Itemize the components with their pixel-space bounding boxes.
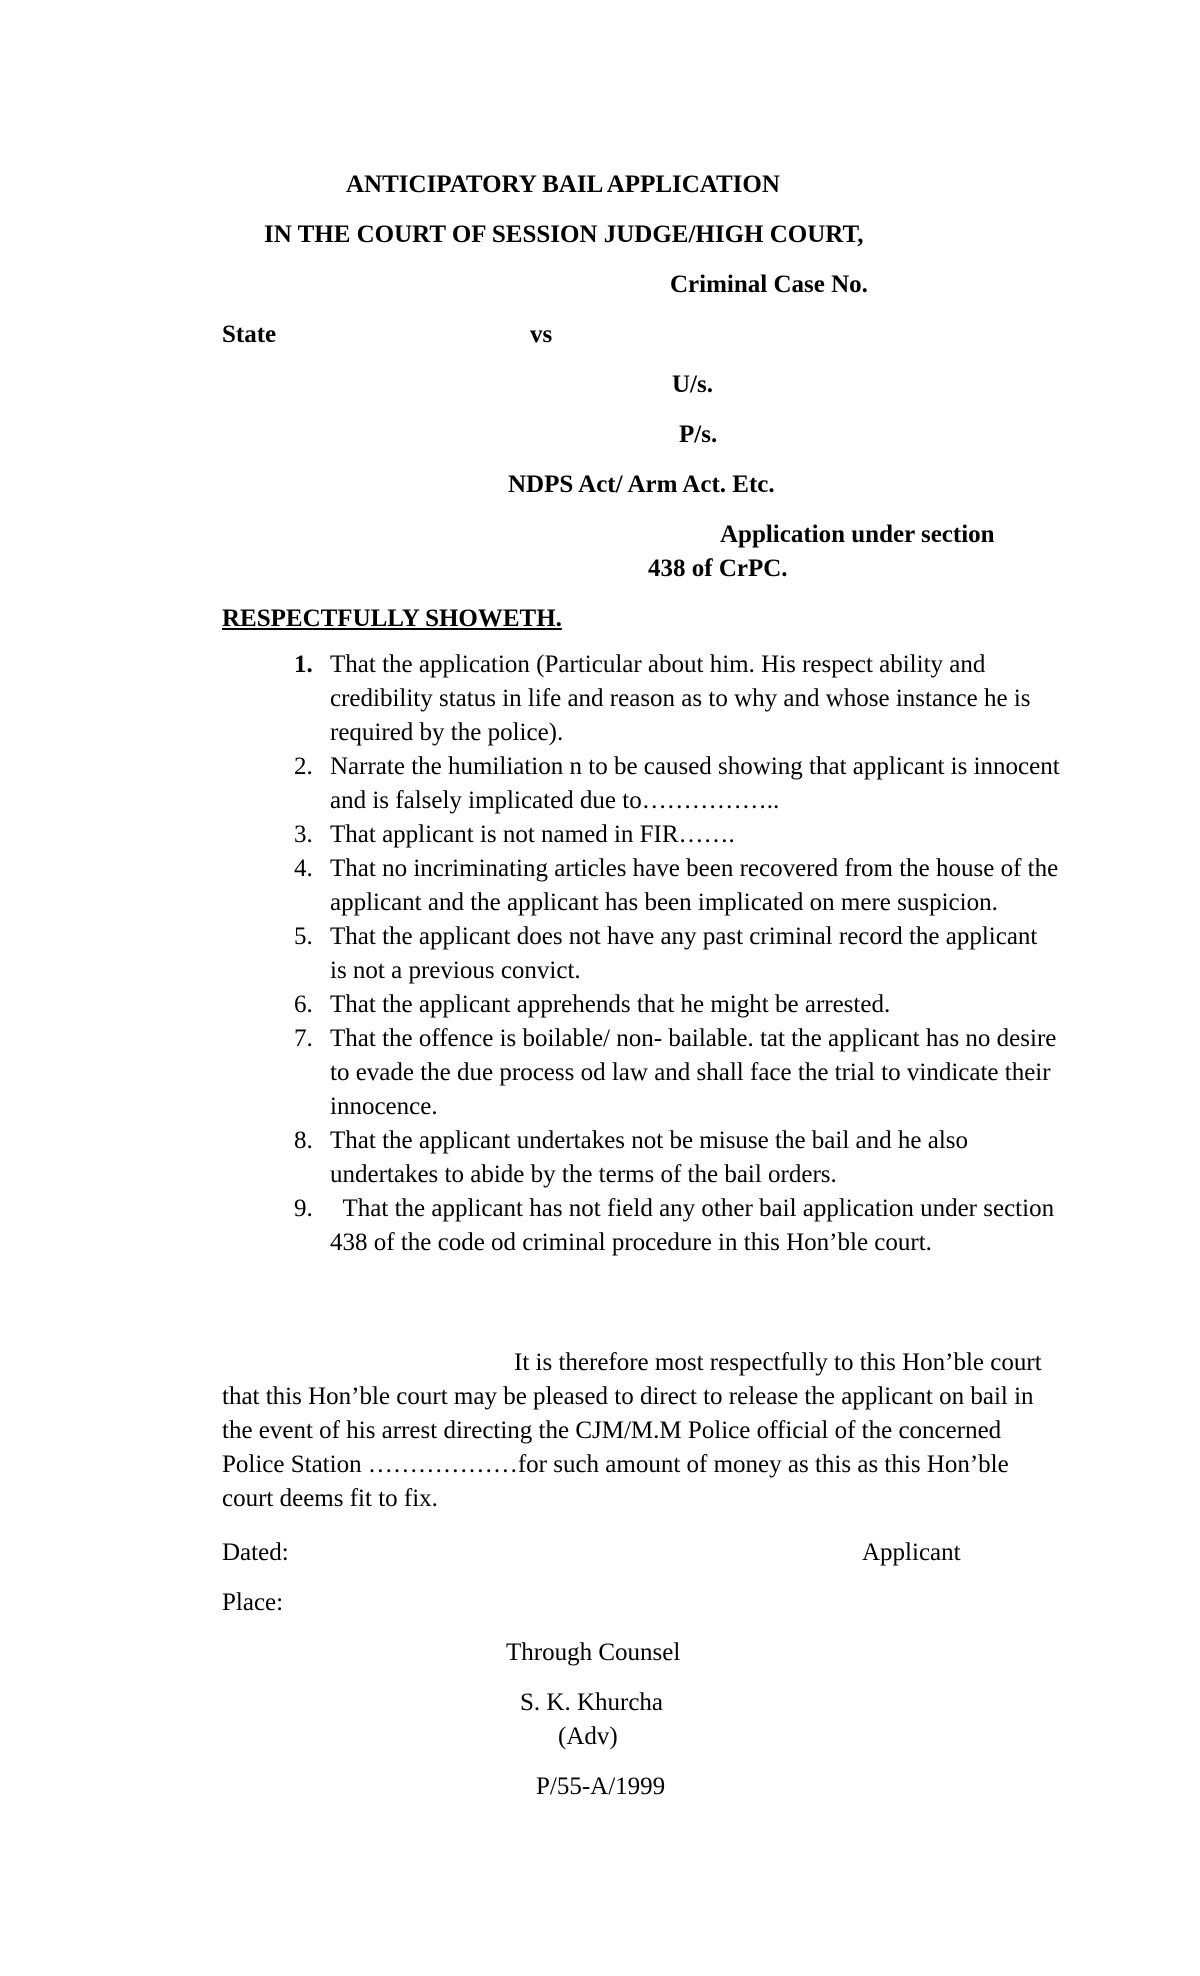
list-item bbox=[280, 818, 1060, 852]
list-item-number: 1. bbox=[294, 651, 313, 678]
police-station-label: P/s. bbox=[679, 421, 718, 448]
list-item bbox=[280, 988, 1060, 1022]
list-item-number: 7. bbox=[294, 1025, 313, 1052]
list-item-text: That the applicant does not have any past criminal record the applicant is not a previous convict. bbox=[330, 923, 1038, 984]
list-item-text: That the applicant has not field any other bail application under section 438 of the code od criminal procedure in this Hon’ble court. bbox=[330, 1195, 1061, 1256]
list-item-number: 8. bbox=[294, 1127, 313, 1154]
list-item-text: That the offence is boilable/ non- bailable. tat the applicant has no desire to evade the due process od law and shall face the trial to vindicate their innocence. bbox=[330, 1025, 1057, 1120]
list-item-text: That applicant is not named in FIR……. bbox=[330, 821, 735, 848]
list-item-text: That the applicant undertakes not be misuse the bail and he also undertakes to abide by the terms of the bail orders. bbox=[330, 1127, 969, 1188]
grounds-list bbox=[280, 648, 1060, 1260]
list-item-number: 5. bbox=[294, 923, 313, 950]
list-item bbox=[280, 1192, 1060, 1260]
list-item-number: 4. bbox=[294, 855, 313, 882]
court-heading: IN THE COURT OF SESSION JUDGE/HIGH COURT, bbox=[264, 221, 864, 248]
place-label: Place: bbox=[222, 1589, 284, 1616]
prayer-paragraph bbox=[222, 1346, 1052, 1516]
list-item bbox=[280, 1022, 1060, 1124]
list-item-number: 9. bbox=[294, 1195, 313, 1222]
versus-label: vs bbox=[530, 321, 553, 348]
list-item-text: That no incriminating articles have been recovered from the house of the applicant and the applicant has been implicated on mere suspicion. bbox=[330, 855, 1059, 916]
list-item-number: 6. bbox=[294, 991, 313, 1018]
applicant-label: Applicant bbox=[862, 1539, 961, 1566]
list-item-text: Narrate the humiliation n to be caused showing that applicant is innocent and is falsely implicated due to…………….. bbox=[330, 753, 1060, 814]
through-counsel-label: Through Counsel bbox=[506, 1639, 681, 1666]
dated-label: Dated: bbox=[222, 1539, 289, 1566]
list-item bbox=[280, 750, 1060, 818]
party-state: State bbox=[222, 321, 277, 348]
list-item bbox=[280, 920, 1060, 988]
under-section-label: U/s. bbox=[672, 371, 713, 398]
list-item-number: 2. bbox=[294, 753, 313, 780]
enrolment-number: P/55-A/1999 bbox=[536, 1773, 666, 1800]
list-item-number: 3. bbox=[294, 821, 313, 848]
prayer-text: It is therefore most respectfully to this Hon’ble court that this Hon’ble court may be pleased to direct to release the applicant on bail in the event of his arrest directing the CJM/M.M Police official of the concerned Police Station ………………for such amount of money as this as this Hon’ble court deems fit to fix. bbox=[222, 1349, 1042, 1512]
list-item bbox=[280, 852, 1060, 920]
list-item-text: That the applicant apprehends that he might be arrested. bbox=[330, 991, 891, 1018]
application-section-line2: 438 of CrPC. bbox=[648, 555, 788, 582]
counsel-name: S. K. Khurcha bbox=[520, 1689, 664, 1716]
list-item bbox=[280, 1124, 1060, 1192]
acts-label: NDPS Act/ Arm Act. Etc. bbox=[508, 471, 775, 498]
case-number-label: Criminal Case No. bbox=[670, 271, 868, 298]
document-title: ANTICIPATORY BAIL APPLICATION bbox=[346, 171, 780, 198]
salutation: RESPECTFULLY SHOWETH. bbox=[222, 605, 562, 632]
list-item-text: That the application (Particular about him. His respect ability and credibility status in life and reason as to why and whose instance he is required by the police). bbox=[330, 651, 1031, 746]
counsel-title: (Adv) bbox=[558, 1723, 618, 1750]
application-section-line1: Application under section bbox=[720, 521, 995, 548]
list-item bbox=[280, 648, 1060, 750]
